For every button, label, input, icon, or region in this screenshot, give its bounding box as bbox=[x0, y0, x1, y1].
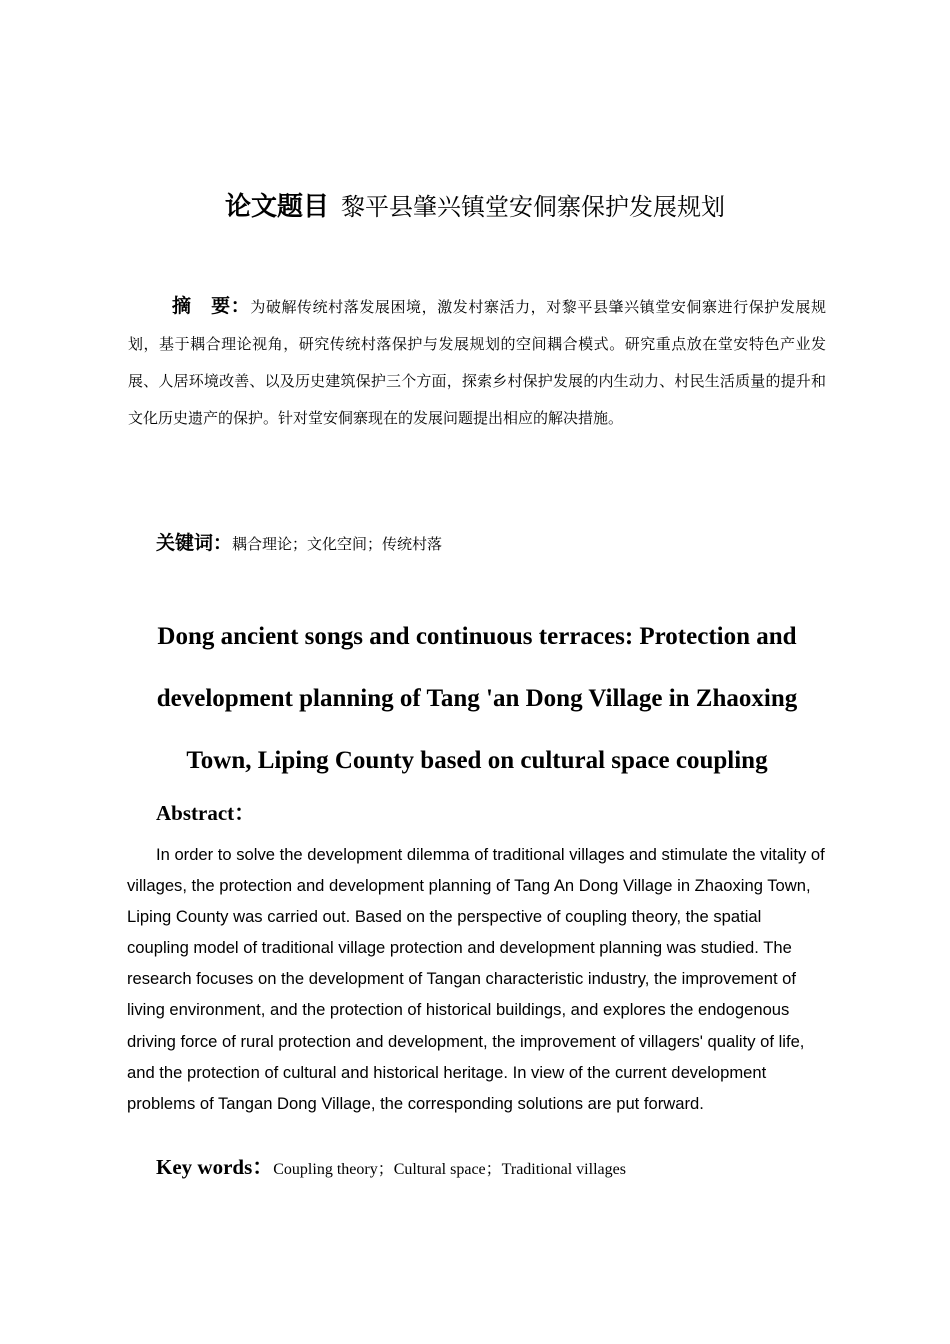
chinese-abstract bbox=[128, 288, 826, 437]
chinese-keywords-label: 关键词： bbox=[156, 532, 233, 554]
english-title-line: Town, Liping County based on cultural space coupling bbox=[186, 747, 768, 774]
chinese-keywords bbox=[156, 528, 442, 555]
english-title-line: Dong ancient songs and continuous terraces: Protection and bbox=[157, 623, 797, 650]
chinese-title-text: 黎平县肇兴镇堂安侗寨保护发展规划 bbox=[341, 193, 725, 221]
english-keywords-text: Coupling theory；Cultural space；Traditional villages bbox=[273, 1161, 626, 1178]
chinese-keywords-text: 耦合理论；文化空间；传统村落 bbox=[232, 535, 443, 553]
chinese-abstract-label: 摘 要： bbox=[172, 295, 251, 317]
chinese-title bbox=[0, 186, 950, 223]
english-title bbox=[128, 606, 826, 792]
english-title-line: development planning of Tang 'an Dong Village in Zhaoxing bbox=[156, 685, 798, 712]
chinese-abstract-text: 为破解传统村落发展困境，激发村寨活力，对黎平县肇兴镇堂安侗寨进行保护发展规划，基于耦合理论视角，研究传统村落保护与发展规划的空间耦合模式。研究重点放在堂安特色产业发展、人居环境改善、以及历史建筑保护三个方面，探索乡村保护发展的内生动力、村民生活质量的提升和文化历史遗产的保护。针对堂安侗寨现在的发展问题提出相应的解决措施。 bbox=[128, 298, 826, 427]
chinese-title-label: 论文题目 bbox=[224, 192, 329, 222]
english-abstract-label: Abstract： bbox=[156, 801, 256, 825]
english-abstract-text: In order to solve the development dilemma of traditional villages and stimulate the vitality of villages, the protection and development planning of Tang An Dong Village in Zhaoxing Town, Liping County was carried out. Based on the perspective of coupling theory, the spatial coupling model of traditional village protection and development planning was studied. The research focuses on the development of Tangan characteristic industry, the improvement of living environment, and the protection of historical buildings, and explores the endogenous driving force of rural protection and development, the improvement of villagers' quality of life, and the protection of cultural and historical heritage. In view of the current development problems of Tangan Dong Village, the corresponding solutions are put forward. bbox=[127, 845, 825, 1113]
english-keywords-label: Key words： bbox=[156, 1155, 274, 1179]
english-keywords bbox=[156, 1151, 626, 1181]
